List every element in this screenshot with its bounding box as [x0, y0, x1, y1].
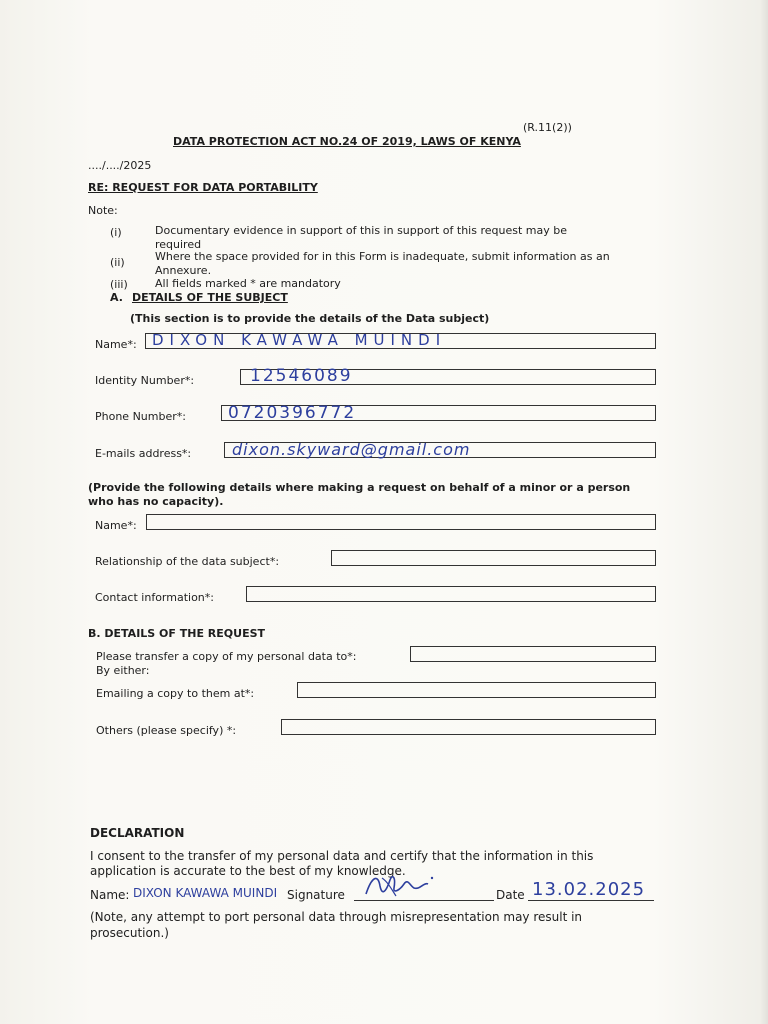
note-text-cont: Annexure.	[155, 264, 212, 277]
note-text: All fields marked * are mandatory	[155, 277, 341, 290]
section-b-title: B. DETAILS OF THE REQUEST	[88, 627, 266, 640]
declaration-title: DECLARATION	[90, 826, 185, 840]
note-number: (i)	[110, 226, 122, 239]
declaration-text: I consent to the transfer of my personal data and certify that the information in this	[90, 849, 594, 863]
note-label: Note:	[88, 204, 118, 217]
act-title: DATA PROTECTION ACT NO.24 OF 2019, LAWS OF KENYA	[173, 135, 521, 148]
id-number-value: 12546089	[250, 366, 353, 386]
by-either-label: By either:	[96, 664, 150, 677]
declaration-text-cont: application is accurate to the best of my knowledge.	[90, 864, 406, 878]
declaration-note: (Note, any attempt to port personal data through misrepresentation may result in	[90, 910, 583, 924]
note-number: (iii)	[110, 278, 128, 291]
note-text: Where the space provided for in this Form is inadequate, submit information as an	[155, 250, 610, 263]
note-number: (ii)	[110, 256, 125, 269]
rule-reference: (R.11(2))	[523, 121, 572, 134]
name-label: Name*:	[95, 338, 137, 351]
section-a-title: DETAILS OF THE SUBJECT	[132, 291, 288, 304]
declaration-name-value: DIXON KAWAWA MUINDI	[133, 886, 278, 900]
id-label: Identity Number*:	[95, 374, 195, 387]
others-label: Others (please specify) *:	[96, 724, 237, 737]
email-copy-field[interactable]	[297, 682, 656, 698]
minor-name-label: Name*:	[95, 519, 137, 532]
email-value: dixon.skyward@gmail.com	[232, 440, 471, 459]
contact-field[interactable]	[246, 586, 656, 602]
declaration-note-cont: prosecution.)	[90, 926, 169, 940]
relationship-label: Relationship of the data subject*:	[95, 555, 280, 568]
section-a-subtitle: (This section is to provide the details of the Data subject)	[130, 312, 490, 325]
minor-name-field[interactable]	[146, 514, 656, 530]
declaration-name-label: Name:	[90, 888, 130, 902]
note-text-cont: required	[155, 238, 202, 251]
date-label: Date	[496, 888, 525, 902]
minor-note-cont: who has no capacity).	[88, 495, 224, 508]
section-a-letter: A.	[110, 291, 123, 304]
contact-label: Contact information*:	[95, 591, 214, 604]
name-value: DIXON KAWAWA MUINDI	[152, 331, 447, 349]
date-line-underline[interactable]	[528, 900, 654, 901]
date-line: ..../..../2025	[88, 159, 152, 172]
declaration-date-value: 13.02.2025	[532, 879, 646, 900]
phone-value: 0720396772	[228, 403, 357, 423]
others-field[interactable]	[281, 719, 656, 735]
phone-label: Phone Number*:	[95, 410, 186, 423]
request-title: RE: REQUEST FOR DATA PORTABILITY	[88, 181, 318, 194]
relationship-field[interactable]	[331, 550, 656, 566]
email-label: E-mails address*:	[95, 447, 192, 460]
transfer-label: Please transfer a copy of my personal data to*:	[96, 650, 357, 663]
signature-image	[362, 870, 442, 902]
email-copy-label: Emailing a copy to them at*:	[96, 687, 255, 700]
page-edge-shadow	[760, 0, 768, 1024]
note-text: Documentary evidence in support of this in support of this request may be	[155, 224, 567, 237]
minor-note: (Provide the following details where making a request on behalf of a minor or a person	[88, 481, 631, 494]
signature-label: Signature	[287, 888, 345, 902]
transfer-field[interactable]	[410, 646, 656, 662]
